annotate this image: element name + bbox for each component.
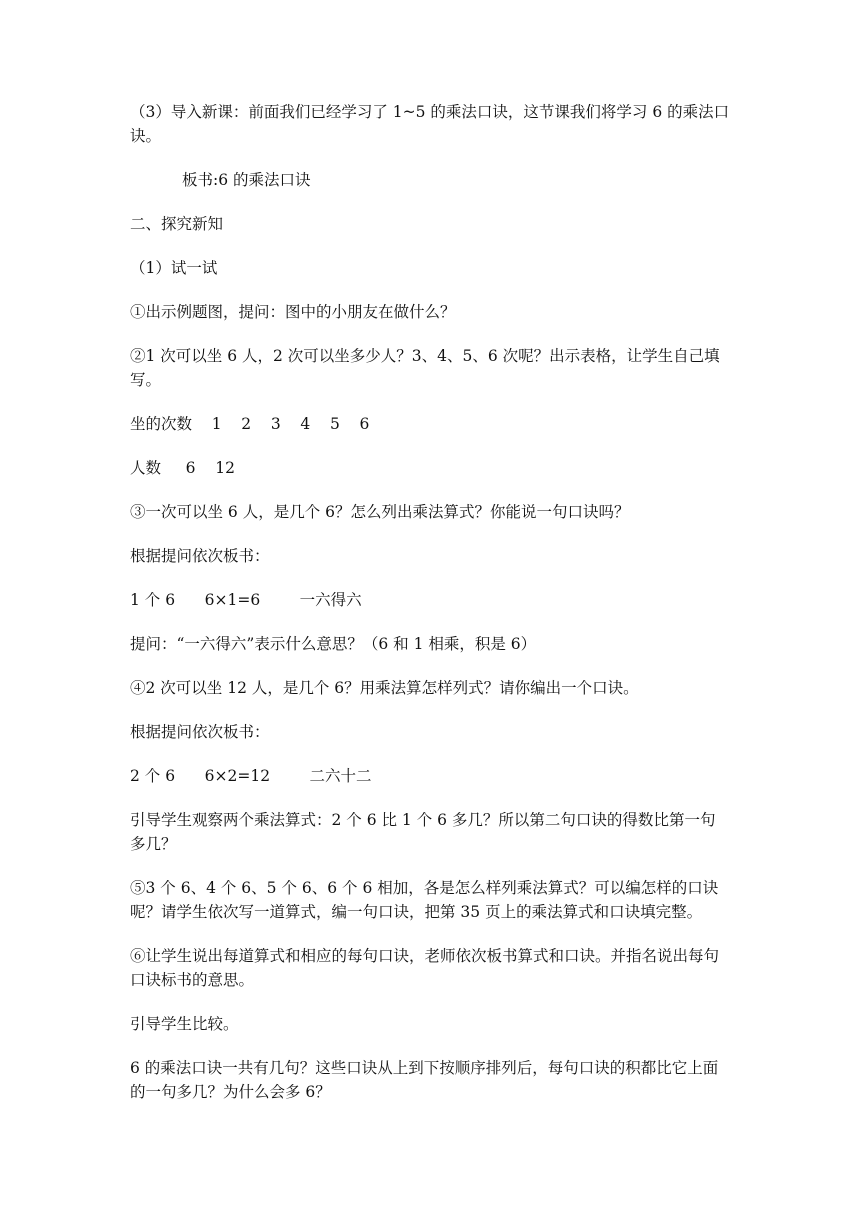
step-6-paragraph: ⑥让学生说出每道算式和相应的每句口诀，老师依次板书算式和口诀。并指名说出每句口诀标书的意思。 [130, 947, 720, 989]
board-line-1: 1 个 6 6×1=6 一六得六 [130, 591, 362, 609]
step-4-paragraph: ④2 次可以坐 12 人，是几个 6？用乘法算怎样列式？请你编出一个口诀。 [130, 679, 639, 697]
document-body [130, 100, 730, 1124]
compare-paragraph: 引导学生比较。 [130, 1015, 239, 1033]
board-line-2: 2 个 6 6×2=12 二六十二 [130, 767, 372, 785]
final-question-paragraph: 6 的乘法口诀一共有几句？这些口诀从上到下按顺序排列后，每句口诀的积都比它上面的一句多几？为什么会多 6？ [130, 1059, 719, 1101]
board-note: 根据提问依次板书： [130, 547, 270, 565]
table-row-people: 人数 6 12 [130, 459, 235, 477]
section-heading: 二、探究新知 [130, 215, 224, 233]
step-5-paragraph: ⑤3 个 6、4 个 6、5 个 6、6 个 6 相加，各是怎么样列乘法算式？可以编怎样的口诀呢？请学生依次写一道算式，编一句口诀，把第 35 页上的乘法算式和口诀填完整。 [130, 879, 719, 921]
guide-paragraph: 引导学生观察两个乘法算式：2 个 6 比 1 个 6 多几？所以第二句口诀的得数比第一句多几？ [130, 811, 716, 853]
step-3-paragraph: ③一次可以坐 6 人，是几个 6？怎么列出乘法算式？你能说一句口诀吗？ [130, 503, 630, 521]
subsection-heading: （1）试一试 [130, 259, 218, 277]
question-paragraph: 提问：“一六得六”表示什么意思？（6 和 1 相乘，积是 6） [130, 635, 537, 653]
step-1-paragraph: ①出示例题图，提问：图中的小朋友在做什么？ [130, 303, 456, 321]
board-note: 根据提问依次板书： [130, 723, 270, 741]
intro-paragraph: （3）导入新课：前面我们已经学习了 1~5 的乘法口诀，这节课我们将学习 6 的乘法口诀。 [130, 103, 730, 145]
table-row-times: 坐的次数 1 2 3 4 5 6 [130, 415, 370, 433]
board-title: 板书:6 的乘法口诀 [182, 171, 311, 189]
step-2-paragraph: ②1 次可以坐 6 人，2 次可以坐多少人？3、4、5、6 次呢？出示表格，让学生自己填写。 [130, 347, 720, 389]
